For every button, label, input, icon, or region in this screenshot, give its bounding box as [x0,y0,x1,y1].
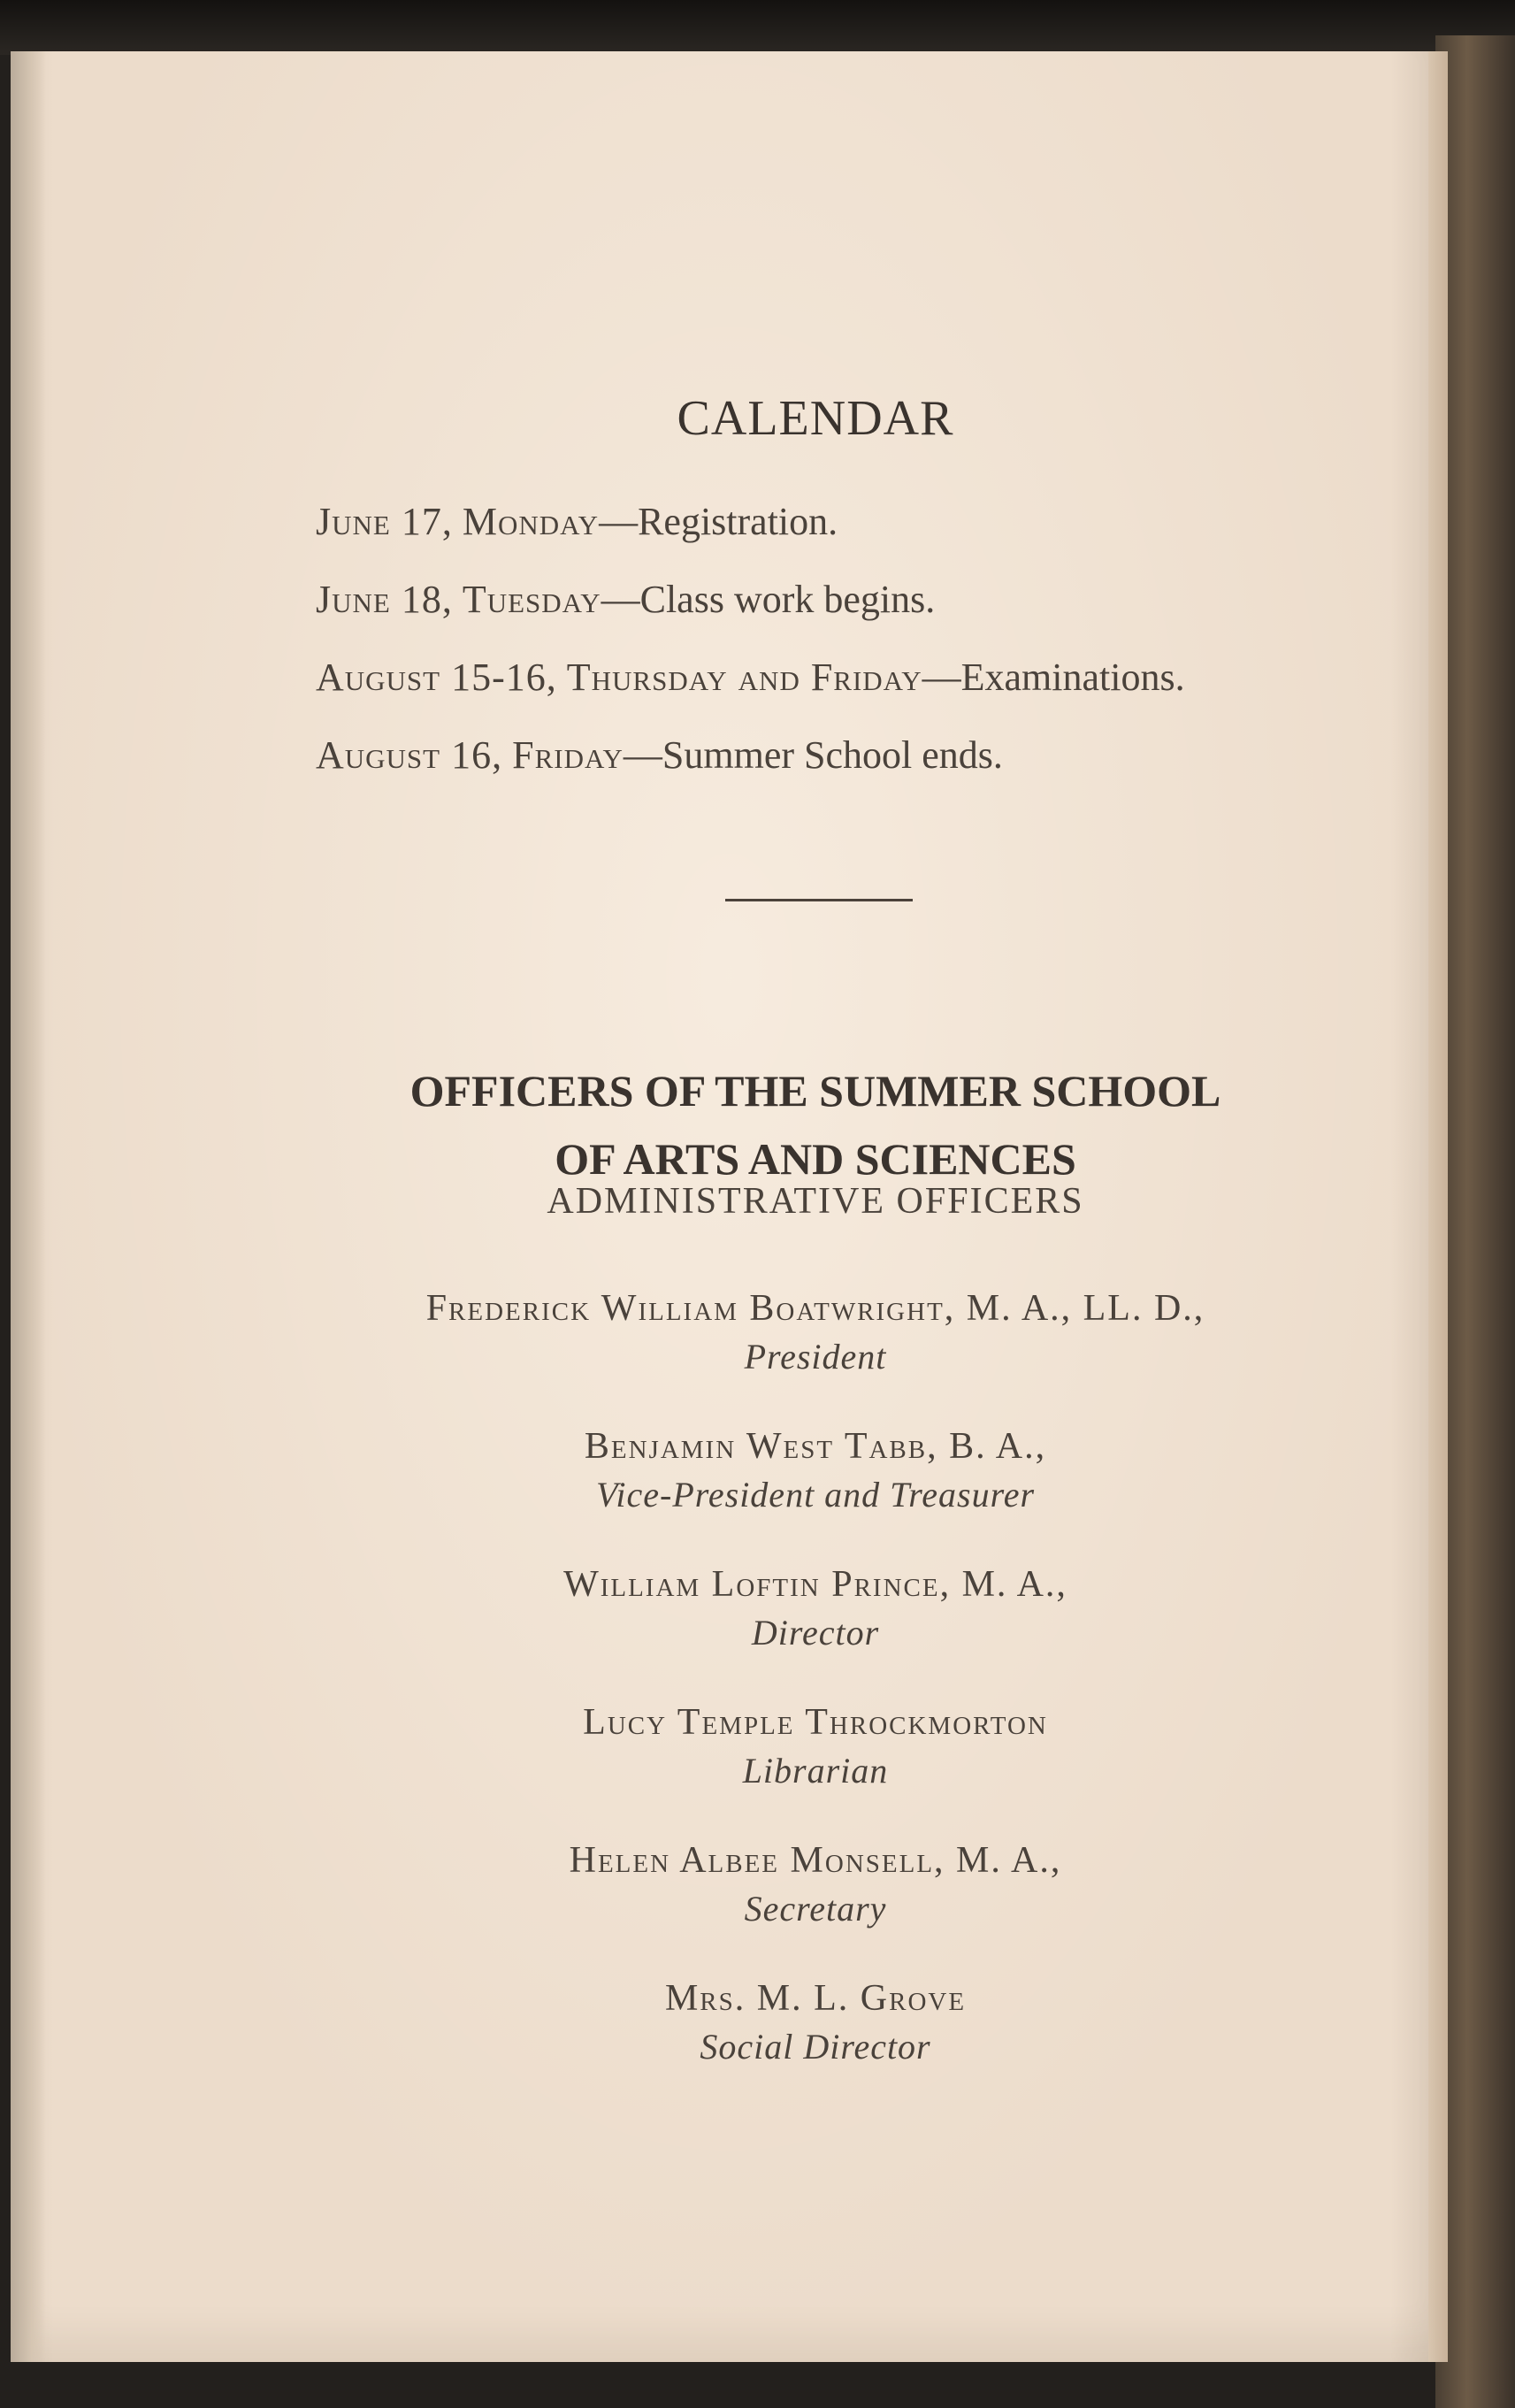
officer-name: Benjamin West Tabb, B. A., [584,1426,1047,1467]
officer-name: Helen Albee Monsell, M. A., [569,1840,1062,1881]
calendar-entry-date: June 17, [316,500,453,543]
officers-heading-line-1: OFFICERS OF THE SUMMER SCHOOL [409,1065,1221,1116]
officer-title: Social Director [700,2027,931,2067]
book-page [11,51,1448,2362]
officer-entry [11,1974,1515,2071]
calendar-entry-day: Friday [512,733,624,777]
calendar-entry-event: —Registration. [599,500,838,543]
calendar-entry-event: —Class work begins. [601,578,936,621]
calendar-entry [316,561,1377,639]
officer-entry [11,1836,1515,1933]
page-content [11,51,1448,2362]
officer-title: President [744,1337,887,1377]
calendar-entry-day: Thursday and Friday [566,656,922,699]
calendar-entry [316,639,1377,717]
officer-name: Frederick William Boatwright, M. A., LL. D., [425,1288,1205,1329]
calendar-entry-event: —Examinations. [922,656,1185,699]
officer-name: Mrs. M. L. Grove [664,1978,967,2019]
calendar-list [316,483,1377,794]
officer-title: Secretary [744,1889,887,1929]
calendar-entry-event: —Summer School ends. [623,733,1003,777]
officer-title: Librarian [742,1751,889,1791]
officer-title: Vice-President and Treasurer [595,1475,1036,1515]
calendar-entry-day: Monday [462,500,600,543]
officer-entry [11,1560,1515,1657]
officer-entry [11,1422,1515,1519]
calendar-heading: CALENDAR [677,390,954,446]
officer-entry [11,1284,1515,1381]
calendar-entry-date: June 18, [316,578,453,621]
calendar-entry [316,483,1377,561]
officer-entry [11,1698,1515,1795]
calendar-entry [316,717,1377,794]
calendar-entry-day: Tuesday [462,578,601,621]
administrative-officers-heading: ADMINISTRATIVE OFFICERS [547,1181,1084,1222]
officers-heading-line-2: OF ARTS AND SCIENCES [555,1133,1076,1184]
officer-title: Director [751,1613,880,1653]
officer-name: Lucy Temple Throckmorton [583,1702,1048,1743]
calendar-entry-date: August 15-16, [316,656,557,699]
book-cover-top-edge [0,0,1515,55]
officer-name: William Loftin Prince, M. A., [563,1564,1067,1605]
calendar-entry-date: August 16, [316,733,503,777]
section-divider [725,899,913,901]
